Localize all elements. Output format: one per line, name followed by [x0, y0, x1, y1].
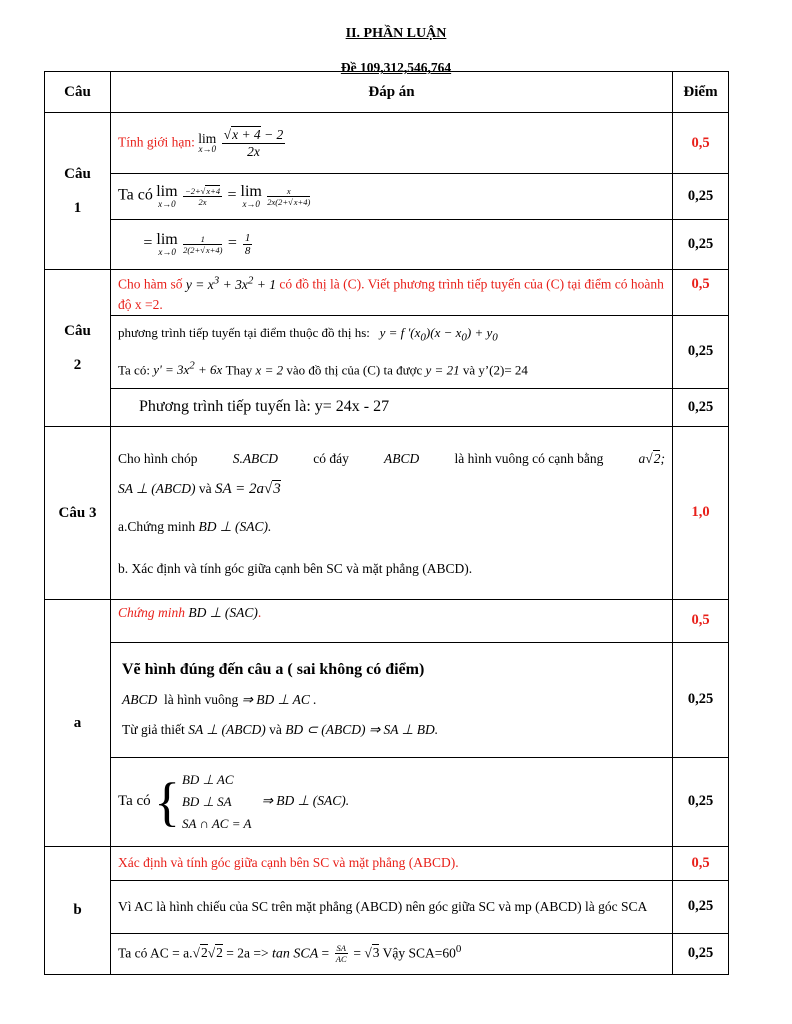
- qa-note: Vẽ hình đúng đến câu a ( sai không có điểm): [122, 660, 425, 678]
- q2-row-step: [45, 315, 729, 388]
- qa-prompt-score: 0,5: [673, 599, 729, 642]
- q1-step1-score: 0,25: [673, 174, 729, 220]
- q1-row-prompt: [45, 113, 729, 174]
- q1-step2-cell: = lim x→0 $\frac{1}{2(2+√x+4)}$ = $\frac{1}{8}$: [111, 220, 673, 270]
- qa-conclude-prefix: Ta có: [118, 792, 151, 809]
- q1-prompt-cell: [111, 113, 673, 174]
- q1-fraction: $\frac{√x + 4 - 2}{2x}$: [223, 126, 284, 159]
- exam-codes: Đề 109,312,546,764: [340, 60, 452, 75]
- qa-step-score: 0,25: [673, 642, 729, 757]
- header-score: Điểm: [673, 72, 729, 113]
- q2-final: Phương trình tiếp tuyến là: y= 24x - 27: [111, 388, 673, 426]
- qb-line1: Vì AC là hình chiếu của SC trên mặt phẳng (ABCD) nên góc giữa SC và mp (ABCD) là góc SCA: [111, 880, 673, 933]
- q2-row-final: [45, 388, 729, 426]
- q2-row-prompt: [45, 270, 729, 316]
- answer-table: [44, 71, 729, 975]
- qa-conclude-score: 0,25: [673, 757, 729, 846]
- table-header-row: [45, 72, 729, 113]
- q2-prompt-score: 0,5: [673, 270, 729, 316]
- qa-label: a: [45, 599, 111, 846]
- q1-row-step1: [45, 174, 729, 220]
- q2-final-score: 0,25: [673, 388, 729, 426]
- qa-conclude-cell: Ta có { BD ⊥ AC BD ⊥ SA SA ∩ AC = A ⇒ BD ⊥ (SAC).: [111, 757, 673, 846]
- qa-row-step: [45, 642, 729, 757]
- qa-row-conclude: [45, 757, 729, 846]
- qb-row-prompt: [45, 846, 729, 880]
- q3-score: 1,0: [673, 426, 729, 599]
- q2-prompt-cell: Cho hàm số $y = x^3 + 3x^2 + 1$ có đồ thị là (C). Viết phương trình tiếp tuyến của (C) tại điểm có hoành độ x =2.: [111, 270, 673, 316]
- q3-label: Câu 3: [45, 426, 111, 599]
- q3-statement-cell: Cho hình chóp S.ABCD có đáy ABCD là hình vuông có cạnh bằng a√2; SA ⊥ (ABCD) và SA = 2a√3 a.Chứng minh BD ⊥ (SAC). b. Xác định và tính góc giữa cạnh bên SC và mặt phẳng (ABCD).: [111, 426, 673, 599]
- qb-prompt-score: 0,5: [673, 846, 729, 880]
- header-question: Câu: [45, 72, 111, 113]
- q1-prompt: Tính giới hạn:: [118, 134, 195, 150]
- qb-label: b: [45, 846, 111, 974]
- qb-row-step1: [45, 880, 729, 933]
- q1-row-step2: [45, 220, 729, 270]
- q1-limit-expression: lim x→0: [198, 130, 217, 155]
- header-answer: Đáp án: [111, 72, 673, 113]
- q1-step1-prefix: Ta có: [118, 186, 153, 204]
- qb-row-step2: [45, 933, 729, 974]
- q1-prompt-score: 0,5: [673, 113, 729, 174]
- q1-step2-score: 0,25: [673, 220, 729, 270]
- qb-prompt: Xác định và tính góc giữa cạnh bên SC và mặt phẳng (ABCD).: [111, 846, 673, 880]
- section-title: II. PHẦN LUẬN: [345, 26, 447, 41]
- qa-prompt: Chứng minh: [118, 604, 185, 620]
- qa-step-cell: Vẽ hình đúng đến câu a ( sai không có điểm) ABCD là hình vuông ⇒ BD ⊥ AC . Từ giả thiết SA ⊥ (ABCD) và BD ⊂ (ABCD) ⇒ SA ⊥ BD.: [111, 642, 673, 757]
- q3-row: [45, 426, 729, 599]
- qb-line2-cell: Ta có AC = a.√2√2 = 2a => tan SCA = $\frac{SA}{AC}$ = √3 Vậy $SCA=60^0$: [111, 933, 673, 974]
- qb-line1-score: 0,25: [673, 880, 729, 933]
- qb-line2-score: 0,25: [673, 933, 729, 974]
- q2-step-cell: phương trình tiếp tuyến tại điểm thuộc đồ thị hs: y = f '$(x_0)(x - x_0) + y_0$ Ta có: $y' = 3x^2 + 6x$ Thay x = 2 vào đồ thị của (C) ta được y = 21 và y’(2)= 24: [111, 315, 673, 388]
- q1-label: Câu 1: [45, 113, 111, 270]
- qa-row-prompt: [45, 599, 729, 642]
- q1-step1-cell: Ta có lim x→0 $\frac{-2+√x+4}{2x}$ = lim x→0 $\frac{x}{2x(2+√x+4)}$: [111, 174, 673, 220]
- q2-label: Câu 2: [45, 270, 111, 427]
- q2-step-score: 0,25: [673, 315, 729, 388]
- qa-prompt-cell: Chứng minh BD ⊥ (SAC).: [111, 599, 673, 642]
